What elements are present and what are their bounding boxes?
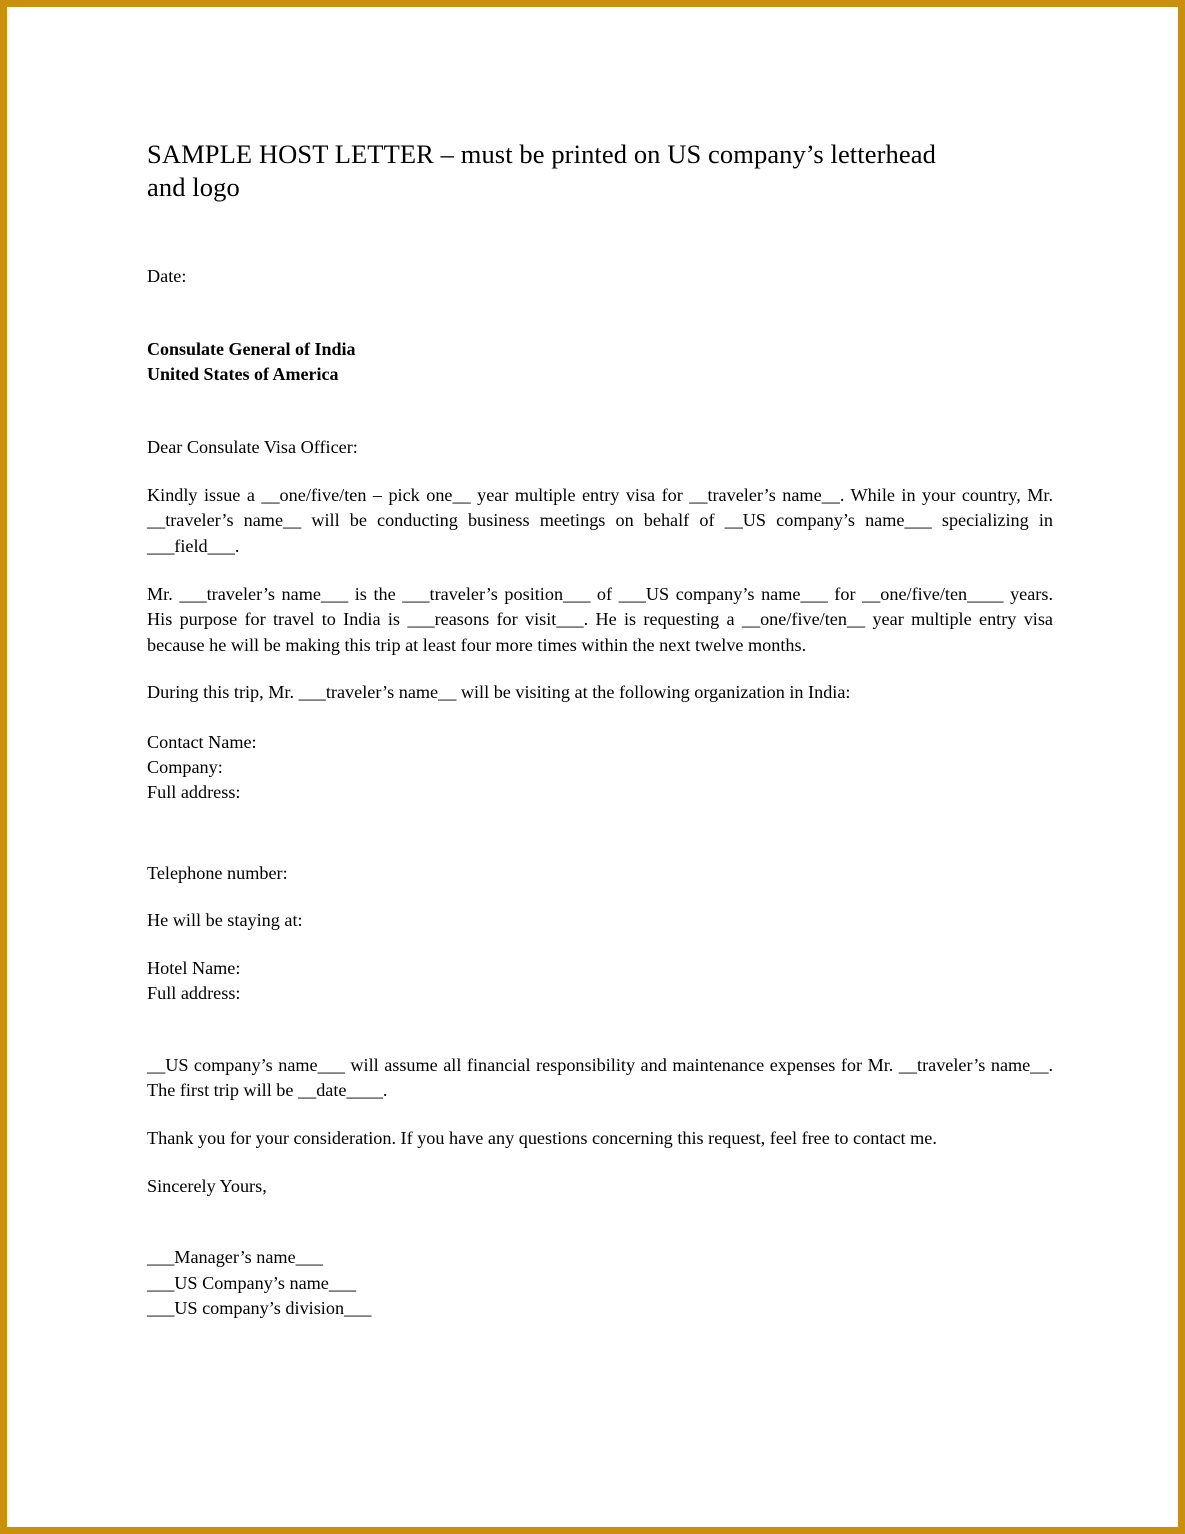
paragraph-visiting-organization: During this trip, Mr. ___traveler’s name__ will be visiting at the following organization in India: <box>147 682 851 703</box>
spacer <box>147 934 1053 956</box>
contact-block <box>147 730 1053 806</box>
contact-address-label: Full address: <box>147 782 241 803</box>
closing-salutation: Sincerely Yours, <box>147 1175 267 1196</box>
staying-label: He will be staying at: <box>147 910 303 931</box>
spacer <box>147 658 1053 680</box>
spacer <box>147 1199 1053 1245</box>
spacer <box>147 204 1053 264</box>
spacer <box>147 1007 1053 1053</box>
contact-name-label: Contact Name: <box>147 731 257 752</box>
spacer <box>147 886 1053 908</box>
spacer <box>147 387 1053 435</box>
spacer <box>147 806 1053 861</box>
spacer <box>147 1152 1053 1174</box>
salutation: Dear Consulate Visa Officer: <box>147 437 358 458</box>
paper-sheet <box>7 7 1178 1527</box>
spacer <box>147 1103 1053 1126</box>
spacer <box>147 559 1053 582</box>
paragraph-thank-you: Thank you for your consideration. If you have any questions concerning this request, feel free to contact me. <box>147 1128 937 1149</box>
hotel-address-label: Full address: <box>147 983 241 1004</box>
contact-company-label: Company: <box>147 757 223 778</box>
hotel-block <box>147 956 1053 1007</box>
page-title: SAMPLE HOST LETTER – must be printed on US company’s letterhead and logo <box>147 139 936 202</box>
spacer <box>147 461 1053 483</box>
spacer <box>147 706 1053 730</box>
letter-body <box>147 138 1053 1321</box>
recipient-line-1: Consulate General of India <box>147 339 356 360</box>
recipient-address-block <box>147 337 1053 387</box>
paragraph-traveler-details: Mr. ___traveler’s name___ is the ___traveler’s position___ of ___US company’s name___ for __one/five/ten____ years. His purpose for travel to India is ___reasons for visit___. He is requesting a __one/five/ten__ year multiple entry visa because he will be making this trip at least four more times within the next twelve months. <box>147 584 1053 655</box>
paragraph-financial-responsibility: __US company’s name___ will assume all financial responsibility and maintenance expenses for Mr. __traveler’s name__. The first trip will be __date____. <box>147 1054 1053 1100</box>
signature-company-division: ___US company’s division___ <box>147 1297 372 1318</box>
date-label: Date: <box>147 266 187 286</box>
paragraph-visa-request: Kindly issue a __one/five/ten – pick one__ year multiple entry visa for __traveler’s name__. While in your country, Mr. __traveler’s name__ will be conducting business meetings on behalf of __US company’s name___ specializing in ___field___. <box>147 484 1053 556</box>
hotel-name-label: Hotel Name: <box>147 957 241 978</box>
signature-block <box>147 1245 1053 1321</box>
signature-company-name: ___US Company’s name___ <box>147 1272 357 1293</box>
telephone-label: Telephone number: <box>147 862 288 883</box>
signature-manager-name: ___Manager’s name___ <box>147 1247 323 1268</box>
recipient-line-2: United States of America <box>147 364 339 385</box>
spacer <box>147 289 1053 337</box>
